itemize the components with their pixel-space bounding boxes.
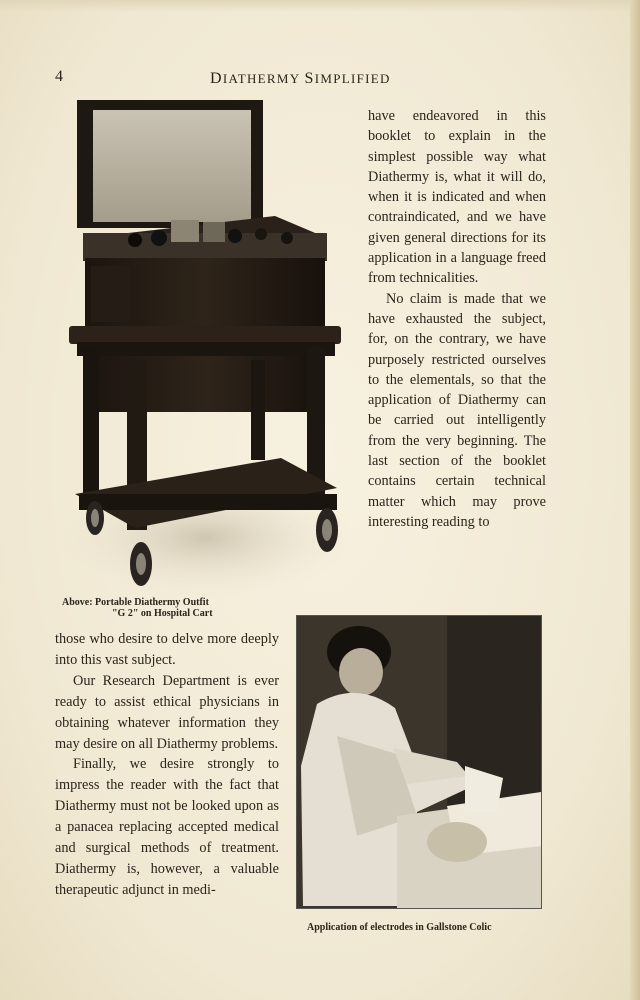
cart-caption-line-1: Above: Portable Diathermy Outfit xyxy=(62,597,209,608)
right-text-column xyxy=(368,106,546,532)
left-paragraph-3: Finally, we desire strongly to impress the reader with the fact that Diathermy must not be looked upon as a panacea replacing accepted medical and surgical methods of treatment. Diathermy is, however, a valuable therapeutic adjunct in medi- xyxy=(55,756,279,898)
right-paragraph-2: No claim is made that we have exhausted the subject, for, on the contrary, we have purposely restricted ourselves to the elementals, so that the application of Diathermy can be carried out intelligently from the very beginning. The last section of the booklet contains certain technical matter which may prove interesting reading to xyxy=(368,290,546,530)
left-paragraph-1: those who desire to delve more deeply into this vast subject. xyxy=(55,631,279,668)
running-head xyxy=(210,70,391,88)
running-head-initial-1: D xyxy=(210,70,223,87)
running-head-part-1: IATHERMY xyxy=(222,71,305,86)
left-text-column xyxy=(55,629,279,901)
running-head-part-2: IMPLIFIED xyxy=(314,71,391,86)
page-number: 4 xyxy=(55,68,63,85)
page-top-shadow xyxy=(0,0,640,12)
photo-figure-caption: Application of electrodes in Gallstone Colic xyxy=(307,922,492,933)
cart-figure-caption xyxy=(62,597,292,619)
left-paragraph-2: Our Research Department is ever ready to assist ethical physicians in obtaining whatever information they may desire on all Diathermy problems. xyxy=(55,672,279,752)
electrode-application-photo xyxy=(296,615,542,909)
cart-caption-line-2: "G 2" on Hospital Cart xyxy=(112,608,213,619)
running-head-initial-2: S xyxy=(304,70,315,87)
diathermy-cart-illustration xyxy=(55,98,360,596)
page-edge xyxy=(630,0,640,1000)
right-paragraph-1: have endeavored in this booklet to explain in the simplest possible way what Diathermy is, what it will do, when it is indicated and when contraindicated, and we have given general directions for its application in a language freed from technicalities. xyxy=(368,108,546,287)
